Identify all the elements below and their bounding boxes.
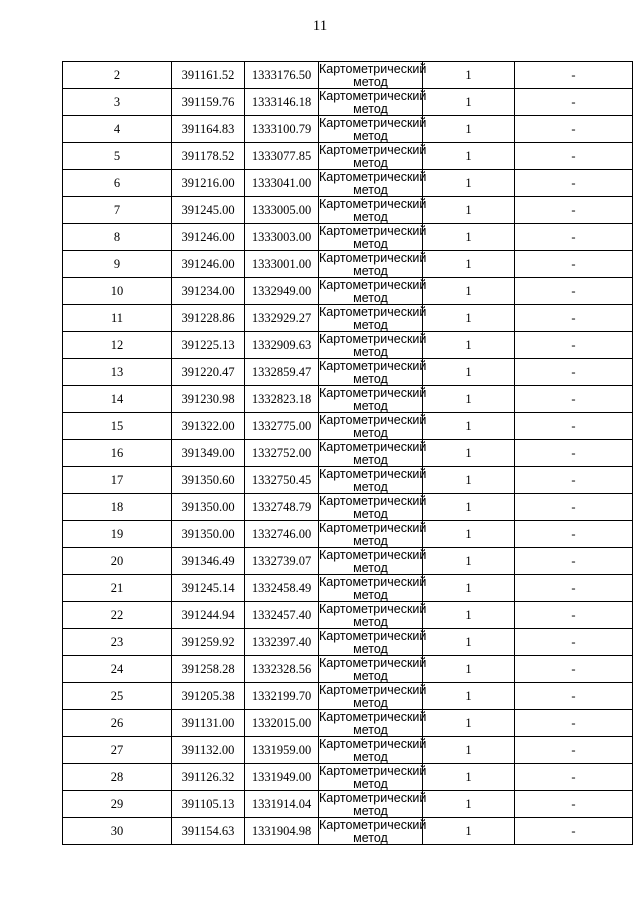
table-row (63, 791, 633, 818)
y-coordinate-cell: 1332929.27 (245, 305, 319, 332)
method-cell (319, 548, 427, 575)
method-cell (319, 305, 427, 332)
table-row (63, 413, 633, 440)
accuracy-cell: 1 (423, 629, 515, 656)
accuracy-cell: 1 (423, 521, 515, 548)
accuracy-cell: 1 (423, 737, 515, 764)
method-line-1: Картометрический (319, 602, 427, 616)
point-number-cell: 24 (63, 656, 172, 683)
point-number-cell: 30 (63, 818, 172, 845)
accuracy-cell: 1 (423, 764, 515, 791)
note-cell: - (515, 278, 633, 305)
x-coordinate-cell: 391132.00 (172, 737, 245, 764)
table-row (63, 683, 633, 710)
y-coordinate-cell: 1332457.40 (245, 602, 319, 629)
y-coordinate-cell: 1332458.49 (245, 575, 319, 602)
point-number-cell: 2 (63, 62, 172, 89)
accuracy-cell: 1 (423, 197, 515, 224)
method-cell (319, 62, 427, 89)
method-cell (319, 764, 427, 791)
method-line-2: метод (353, 804, 388, 818)
table-row (63, 764, 633, 791)
method-line-1: Картометрический (319, 710, 427, 724)
table-row (63, 548, 633, 575)
accuracy-cell: 1 (423, 440, 515, 467)
method-cell (319, 224, 427, 251)
y-coordinate-cell: 1333001.00 (245, 251, 319, 278)
point-number-cell: 19 (63, 521, 172, 548)
point-number-cell: 20 (63, 548, 172, 575)
accuracy-cell: 1 (423, 224, 515, 251)
y-coordinate-cell: 1333077.85 (245, 143, 319, 170)
x-coordinate-cell: 391350.00 (172, 521, 245, 548)
table-row (63, 197, 633, 224)
accuracy-cell: 1 (423, 62, 515, 89)
x-coordinate-cell: 391259.92 (172, 629, 245, 656)
method-line-2: метод (353, 480, 388, 494)
note-cell: - (515, 305, 633, 332)
method-line-1: Картометрический (319, 332, 427, 346)
accuracy-cell: 1 (423, 791, 515, 818)
method-cell (319, 359, 427, 386)
point-number-cell: 4 (63, 116, 172, 143)
table-row (63, 710, 633, 737)
y-coordinate-cell: 1332750.45 (245, 467, 319, 494)
method-cell (319, 683, 427, 710)
accuracy-cell: 1 (423, 116, 515, 143)
table-row (63, 629, 633, 656)
note-cell: - (515, 359, 633, 386)
note-cell: - (515, 386, 633, 413)
x-coordinate-cell: 391159.76 (172, 89, 245, 116)
point-number-cell: 28 (63, 764, 172, 791)
accuracy-cell: 1 (423, 710, 515, 737)
method-line-2: метод (353, 372, 388, 386)
method-line-2: метод (353, 156, 388, 170)
y-coordinate-cell: 1332859.47 (245, 359, 319, 386)
y-coordinate-cell: 1332949.00 (245, 278, 319, 305)
x-coordinate-cell: 391154.63 (172, 818, 245, 845)
note-cell: - (515, 197, 633, 224)
note-cell: - (515, 710, 633, 737)
note-cell: - (515, 89, 633, 116)
point-number-cell: 8 (63, 224, 172, 251)
table-row (63, 575, 633, 602)
accuracy-cell: 1 (423, 278, 515, 305)
note-cell: - (515, 467, 633, 494)
x-coordinate-cell: 391225.13 (172, 332, 245, 359)
method-line-1: Картометрический (319, 467, 427, 481)
point-number-cell: 7 (63, 197, 172, 224)
method-line-2: метод (353, 615, 388, 629)
y-coordinate-cell: 1332199.70 (245, 683, 319, 710)
method-line-2: метод (353, 426, 388, 440)
method-line-1: Картометрический (319, 143, 427, 157)
method-cell (319, 575, 427, 602)
accuracy-cell: 1 (423, 494, 515, 521)
point-number-cell: 10 (63, 278, 172, 305)
method-cell (319, 251, 427, 278)
x-coordinate-cell: 391126.32 (172, 764, 245, 791)
y-coordinate-cell: 1332397.40 (245, 629, 319, 656)
table-row (63, 386, 633, 413)
x-coordinate-cell: 391220.47 (172, 359, 245, 386)
x-coordinate-cell: 391346.49 (172, 548, 245, 575)
accuracy-cell: 1 (423, 143, 515, 170)
point-number-cell: 3 (63, 89, 172, 116)
table-body (63, 62, 633, 845)
note-cell: - (515, 413, 633, 440)
note-cell: - (515, 737, 633, 764)
note-cell: - (515, 440, 633, 467)
method-cell (319, 656, 427, 683)
method-line-2: метод (353, 264, 388, 278)
method-line-2: метод (353, 210, 388, 224)
point-number-cell: 16 (63, 440, 172, 467)
point-number-cell: 23 (63, 629, 172, 656)
point-number-cell: 12 (63, 332, 172, 359)
method-line-1: Картометрический (319, 818, 427, 832)
method-line-2: метод (353, 345, 388, 359)
method-line-2: метод (353, 777, 388, 791)
y-coordinate-cell: 1333041.00 (245, 170, 319, 197)
point-number-cell: 6 (63, 170, 172, 197)
accuracy-cell: 1 (423, 683, 515, 710)
x-coordinate-cell: 391245.14 (172, 575, 245, 602)
method-line-1: Картометрический (319, 116, 427, 130)
note-cell: - (515, 575, 633, 602)
coordinates-table (62, 61, 633, 845)
accuracy-cell: 1 (423, 818, 515, 845)
method-line-2: метод (353, 75, 388, 89)
table-row (63, 278, 633, 305)
y-coordinate-cell: 1332739.07 (245, 548, 319, 575)
method-cell (319, 737, 427, 764)
point-number-cell: 13 (63, 359, 172, 386)
method-line-2: метод (353, 453, 388, 467)
y-coordinate-cell: 1333176.50 (245, 62, 319, 89)
table-row (63, 89, 633, 116)
y-coordinate-cell: 1333003.00 (245, 224, 319, 251)
accuracy-cell: 1 (423, 656, 515, 683)
table-row (63, 251, 633, 278)
method-line-2: метод (353, 669, 388, 683)
y-coordinate-cell: 1331914.04 (245, 791, 319, 818)
accuracy-cell: 1 (423, 251, 515, 278)
method-line-1: Картометрический (319, 521, 427, 535)
x-coordinate-cell: 391131.00 (172, 710, 245, 737)
y-coordinate-cell: 1331959.00 (245, 737, 319, 764)
accuracy-cell: 1 (423, 548, 515, 575)
method-cell (319, 440, 427, 467)
accuracy-cell: 1 (423, 359, 515, 386)
method-line-2: метод (353, 318, 388, 332)
x-coordinate-cell: 391322.00 (172, 413, 245, 440)
note-cell: - (515, 791, 633, 818)
point-number-cell: 27 (63, 737, 172, 764)
table-row (63, 494, 633, 521)
note-cell: - (515, 62, 633, 89)
method-line-2: метод (353, 183, 388, 197)
y-coordinate-cell: 1332775.00 (245, 413, 319, 440)
x-coordinate-cell: 391246.00 (172, 251, 245, 278)
table-row (63, 116, 633, 143)
method-line-1: Картометрический (319, 278, 427, 292)
x-coordinate-cell: 391161.52 (172, 62, 245, 89)
x-coordinate-cell: 391350.60 (172, 467, 245, 494)
table-row (63, 737, 633, 764)
note-cell: - (515, 251, 633, 278)
note-cell: - (515, 818, 633, 845)
table-row (63, 305, 633, 332)
note-cell: - (515, 143, 633, 170)
method-line-1: Картометрический (319, 251, 427, 265)
note-cell: - (515, 683, 633, 710)
method-cell (319, 629, 427, 656)
method-line-1: Картометрический (319, 656, 427, 670)
method-line-2: метод (353, 291, 388, 305)
point-number-cell: 29 (63, 791, 172, 818)
method-line-1: Картометрический (319, 386, 427, 400)
table-row (63, 62, 633, 89)
method-cell (319, 278, 427, 305)
table-row (63, 224, 633, 251)
point-number-cell: 5 (63, 143, 172, 170)
page-number: 11 (312, 18, 328, 34)
note-cell: - (515, 656, 633, 683)
method-cell (319, 332, 427, 359)
y-coordinate-cell: 1332909.63 (245, 332, 319, 359)
point-number-cell: 21 (63, 575, 172, 602)
point-number-cell: 14 (63, 386, 172, 413)
accuracy-cell: 1 (423, 386, 515, 413)
method-cell (319, 89, 427, 116)
x-coordinate-cell: 391244.94 (172, 602, 245, 629)
method-line-1: Картометрический (319, 305, 427, 319)
y-coordinate-cell: 1333146.18 (245, 89, 319, 116)
method-line-1: Картометрический (319, 575, 427, 589)
accuracy-cell: 1 (423, 305, 515, 332)
method-line-2: метод (353, 399, 388, 413)
x-coordinate-cell: 391105.13 (172, 791, 245, 818)
table-row (63, 440, 633, 467)
method-line-2: метод (353, 750, 388, 764)
note-cell: - (515, 629, 633, 656)
x-coordinate-cell: 391164.83 (172, 116, 245, 143)
point-number-cell: 18 (63, 494, 172, 521)
method-line-2: метод (353, 588, 388, 602)
method-cell (319, 791, 427, 818)
y-coordinate-cell: 1332328.56 (245, 656, 319, 683)
method-cell (319, 143, 427, 170)
method-line-1: Картометрический (319, 683, 427, 697)
table-row (63, 332, 633, 359)
y-coordinate-cell: 1332746.00 (245, 521, 319, 548)
method-cell (319, 413, 427, 440)
x-coordinate-cell: 391234.00 (172, 278, 245, 305)
accuracy-cell: 1 (423, 413, 515, 440)
note-cell: - (515, 521, 633, 548)
method-line-2: метод (353, 561, 388, 575)
method-line-1: Картометрический (319, 548, 427, 562)
point-number-cell: 9 (63, 251, 172, 278)
method-line-1: Картометрический (319, 494, 427, 508)
method-cell (319, 710, 427, 737)
point-number-cell: 26 (63, 710, 172, 737)
table-row (63, 818, 633, 845)
table-row (63, 143, 633, 170)
x-coordinate-cell: 391258.28 (172, 656, 245, 683)
note-cell: - (515, 332, 633, 359)
y-coordinate-cell: 1332015.00 (245, 710, 319, 737)
accuracy-cell: 1 (423, 602, 515, 629)
method-line-2: метод (353, 237, 388, 251)
accuracy-cell: 1 (423, 332, 515, 359)
x-coordinate-cell: 391245.00 (172, 197, 245, 224)
method-cell (319, 494, 427, 521)
method-line-1: Картометрический (319, 170, 427, 184)
accuracy-cell: 1 (423, 575, 515, 602)
y-coordinate-cell: 1333005.00 (245, 197, 319, 224)
method-line-1: Картометрический (319, 359, 427, 373)
method-line-2: метод (353, 102, 388, 116)
table-row (63, 170, 633, 197)
method-cell (319, 197, 427, 224)
method-line-2: метод (353, 696, 388, 710)
point-number-cell: 17 (63, 467, 172, 494)
x-coordinate-cell: 391228.86 (172, 305, 245, 332)
x-coordinate-cell: 391230.98 (172, 386, 245, 413)
method-cell (319, 467, 427, 494)
note-cell: - (515, 116, 633, 143)
method-line-1: Картометрический (319, 413, 427, 427)
table-row (63, 467, 633, 494)
x-coordinate-cell: 391350.00 (172, 494, 245, 521)
point-number-cell: 25 (63, 683, 172, 710)
method-line-2: метод (353, 534, 388, 548)
point-number-cell: 15 (63, 413, 172, 440)
method-cell (319, 602, 427, 629)
table-row (63, 521, 633, 548)
method-line-1: Картометрический (319, 89, 427, 103)
point-number-cell: 11 (63, 305, 172, 332)
note-cell: - (515, 224, 633, 251)
note-cell: - (515, 548, 633, 575)
y-coordinate-cell: 1332823.18 (245, 386, 319, 413)
method-line-2: метод (353, 642, 388, 656)
method-line-1: Картометрический (319, 224, 427, 238)
method-cell (319, 170, 427, 197)
x-coordinate-cell: 391205.38 (172, 683, 245, 710)
method-cell (319, 116, 427, 143)
point-number-cell: 22 (63, 602, 172, 629)
x-coordinate-cell: 391216.00 (172, 170, 245, 197)
method-line-1: Картометрический (319, 791, 427, 805)
method-cell (319, 521, 427, 548)
table-row (63, 359, 633, 386)
x-coordinate-cell: 391178.52 (172, 143, 245, 170)
note-cell: - (515, 602, 633, 629)
method-cell (319, 386, 427, 413)
method-line-2: метод (353, 129, 388, 143)
method-line-1: Картометрический (319, 764, 427, 778)
method-line-1: Картометрический (319, 737, 427, 751)
note-cell: - (515, 170, 633, 197)
y-coordinate-cell: 1331949.00 (245, 764, 319, 791)
y-coordinate-cell: 1331904.98 (245, 818, 319, 845)
x-coordinate-cell: 391349.00 (172, 440, 245, 467)
y-coordinate-cell: 1332752.00 (245, 440, 319, 467)
note-cell: - (515, 764, 633, 791)
method-line-2: метод (353, 507, 388, 521)
note-cell: - (515, 494, 633, 521)
y-coordinate-cell: 1332748.79 (245, 494, 319, 521)
x-coordinate-cell: 391246.00 (172, 224, 245, 251)
method-line-1: Картометрический (319, 440, 427, 454)
y-coordinate-cell: 1333100.79 (245, 116, 319, 143)
accuracy-cell: 1 (423, 467, 515, 494)
table-row (63, 602, 633, 629)
accuracy-cell: 1 (423, 89, 515, 116)
method-line-1: Картометрический (319, 62, 427, 76)
method-line-2: метод (353, 723, 388, 737)
method-cell (319, 818, 427, 845)
method-line-2: метод (353, 831, 388, 845)
method-line-1: Картометрический (319, 197, 427, 211)
table-row (63, 656, 633, 683)
method-line-1: Картометрический (319, 629, 427, 643)
accuracy-cell: 1 (423, 170, 515, 197)
